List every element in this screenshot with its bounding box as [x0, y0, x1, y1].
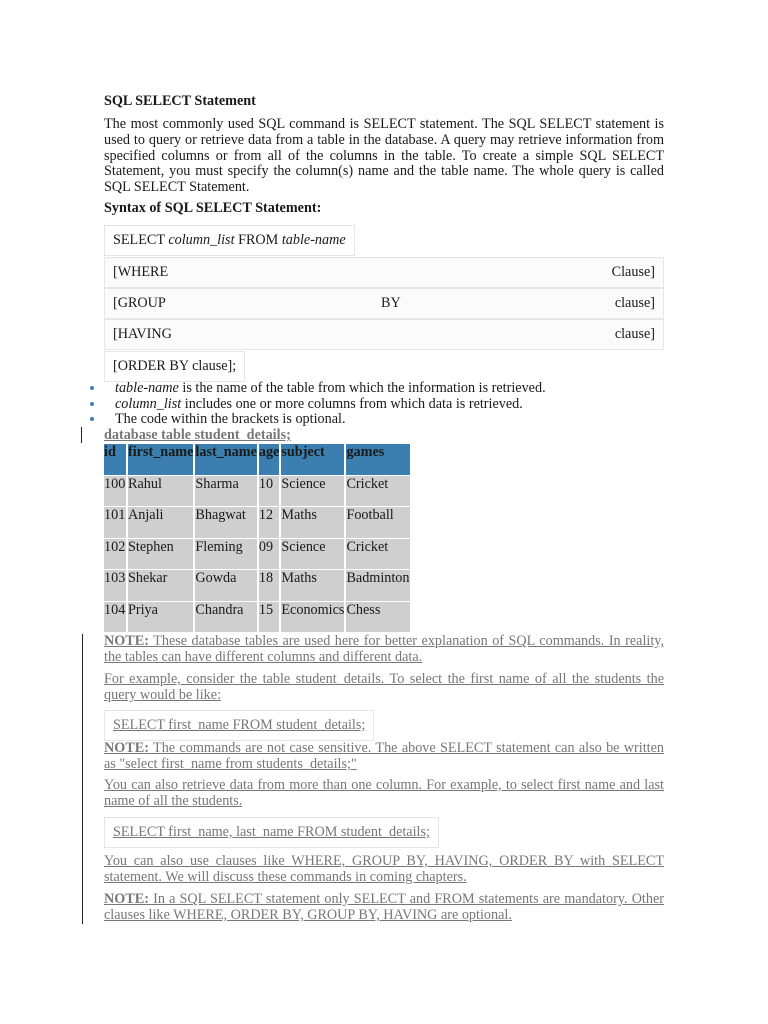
- cell: Cricket: [346, 539, 410, 570]
- intro-paragraph: The most commonly used SQL command is SELECT statement. The SQL SELECT statement is used to query or retrieve data from a table in the database. A query may retrieve information from specified columns or from all of the columns in the table. To create a simple SQL SELECT Statement, you must specify the column(s) name and the table name. The whole query is called SQL SELECT Statement.: [104, 116, 664, 196]
- cell: Chandra: [195, 602, 256, 633]
- term: column_list: [115, 395, 182, 412]
- note-mandatory-clauses: [104, 892, 664, 924]
- from-keyword: FROM: [238, 232, 279, 248]
- note-text: In a SQL SELECT statement only SELECT and FROM statements are mandatory. Other clauses like WHERE, ORDER BY, GROUP BY, HAVING are optional.: [104, 891, 664, 923]
- syntax-heading: Syntax of SQL SELECT Statement:: [104, 200, 322, 216]
- where-right: Clause]: [611, 264, 655, 280]
- bullet-icon: [90, 417, 94, 421]
- select-keyword: SELECT: [113, 232, 165, 248]
- cell: Economics: [281, 602, 344, 633]
- group-left: [GROUP: [113, 295, 166, 311]
- having-right: clause]: [614, 326, 655, 342]
- cell: Bhagwat: [195, 507, 256, 538]
- table-caption: database table student_details;: [104, 427, 291, 443]
- cell: 15: [259, 602, 280, 633]
- cell: Shekar: [128, 570, 193, 601]
- note-label: NOTE:: [104, 891, 149, 907]
- query-select-first-last-name: SELECT first_name, last_name FROM student_details;: [104, 817, 439, 848]
- student-details-table: [102, 443, 412, 633]
- bullet-icon: [90, 402, 94, 406]
- note-label: NOTE:: [104, 740, 149, 756]
- syntax-where-line: [104, 257, 664, 288]
- cell: Science: [281, 476, 344, 507]
- header-cell: first_name: [128, 444, 193, 475]
- syntax-notes-list: [104, 381, 546, 428]
- table-name-term: table-name: [281, 232, 346, 248]
- cell: Gowda: [195, 570, 256, 601]
- cell: Sharma: [195, 476, 256, 507]
- example-paragraph: For example, consider the table student_details. To select the first name of all the students the query would be like:: [104, 671, 664, 703]
- header-cell: subject: [281, 444, 344, 475]
- description: is the name of the table from which the information is retrieved.: [178, 380, 546, 396]
- cell: Fleming: [195, 539, 256, 570]
- cell: Maths: [281, 507, 344, 538]
- header-cell: games: [346, 444, 410, 475]
- cell: 102: [104, 539, 126, 570]
- list-item: [104, 412, 546, 428]
- term: table-name: [115, 380, 179, 396]
- note-tables: [104, 634, 664, 666]
- bullet-icon: [90, 386, 94, 390]
- note-case-sensitivity: [104, 741, 664, 773]
- column-list-term: column_list: [168, 232, 235, 248]
- table-header-row: [104, 444, 410, 475]
- cell: 101: [104, 507, 126, 538]
- cell: 18: [259, 570, 280, 601]
- group-mid: BY: [381, 295, 401, 311]
- table-row: [104, 602, 410, 633]
- syntax-having-line: [104, 319, 664, 350]
- list-item: [104, 381, 546, 397]
- note-text: These database tables are used here for better explanation of SQL commands. In reality, the tables can have different columns and different data.: [104, 633, 664, 665]
- note-label: NOTE:: [104, 633, 149, 649]
- note-text: The commands are not case sensitive. The above SELECT statement can also be written as "select first_name from students_details;": [104, 740, 664, 772]
- table-row: [104, 507, 410, 538]
- syntax-order-line: [ORDER BY clause];: [104, 351, 245, 382]
- page-title: SQL SELECT Statement: [104, 93, 256, 109]
- cell: Cricket: [346, 476, 410, 507]
- cell: Chess: [346, 602, 410, 633]
- where-left: [WHERE: [113, 264, 169, 280]
- cell: Anjali: [128, 507, 193, 538]
- cell: 104: [104, 602, 126, 633]
- multi-column-paragraph: You can also retrieve data from more than one column. For example, to select first name and last name of all the students.: [104, 777, 664, 809]
- cell: Rahul: [128, 476, 193, 507]
- header-cell: last_name: [195, 444, 256, 475]
- query-select-first-name: SELECT first_name FROM student_details;: [104, 710, 374, 741]
- group-right: clause]: [614, 295, 655, 311]
- cell: 103: [104, 570, 126, 601]
- table-row: [104, 570, 410, 601]
- table-row: [104, 539, 410, 570]
- cell: Stephen: [128, 539, 193, 570]
- cell: 10: [259, 476, 280, 507]
- cell: Priya: [128, 602, 193, 633]
- cell: 09: [259, 539, 280, 570]
- cell: Football: [346, 507, 410, 538]
- cell: 12: [259, 507, 280, 538]
- cell: Maths: [281, 570, 344, 601]
- table-row: [104, 476, 410, 507]
- list-item: [104, 397, 546, 413]
- description: includes one or more columns from which data is retrieved.: [181, 395, 523, 412]
- having-left: [HAVING: [113, 326, 172, 342]
- revision-bar: [82, 634, 83, 924]
- header-cell: id: [104, 444, 126, 475]
- cell: Badminton: [346, 570, 410, 601]
- text-cursor: [81, 427, 82, 443]
- syntax-select-line: [104, 225, 355, 256]
- syntax-group-line: [104, 288, 664, 319]
- cell: 100: [104, 476, 126, 507]
- cell: Science: [281, 539, 344, 570]
- clauses-paragraph: You can also use clauses like WHERE, GROUP BY, HAVING, ORDER BY with SELECT statement. We will discuss these commands in coming chapters.: [104, 853, 664, 885]
- description: The code within the brackets is optional.: [115, 411, 346, 427]
- header-cell: age: [259, 444, 280, 475]
